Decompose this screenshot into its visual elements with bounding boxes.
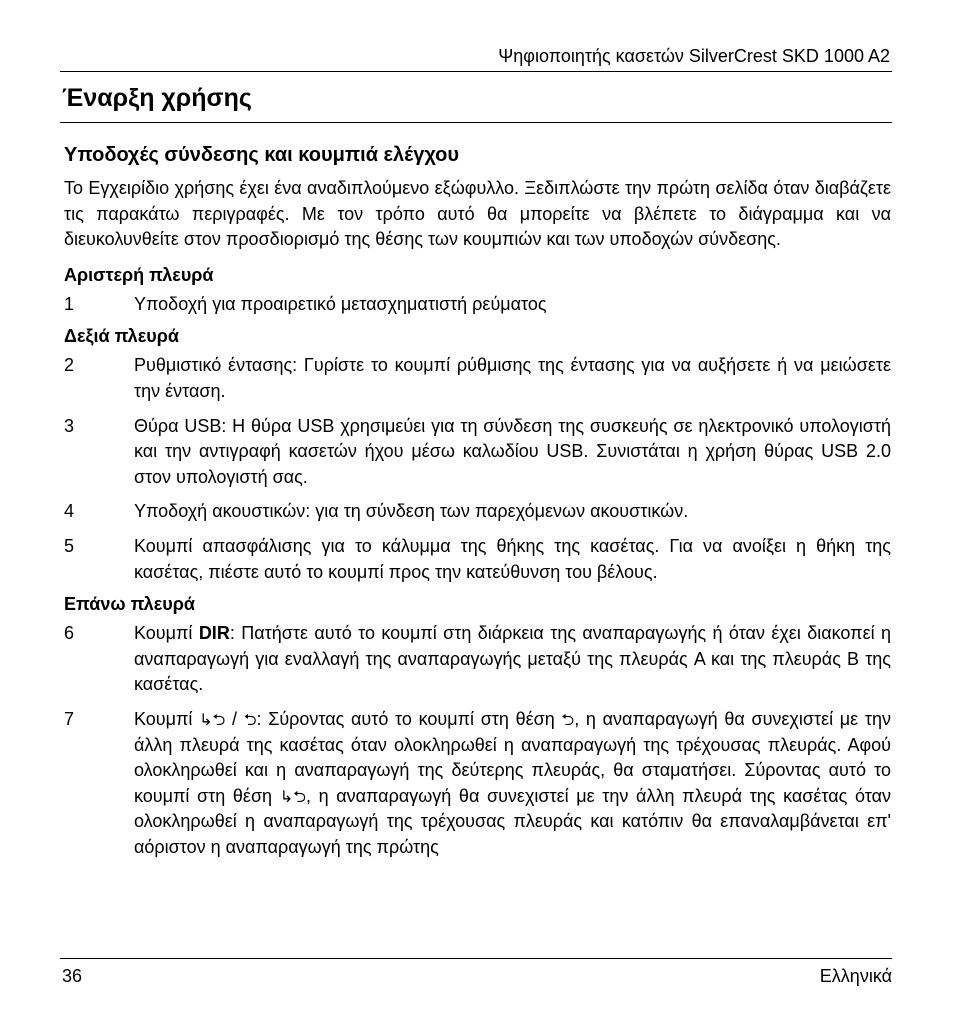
list-item [64, 621, 891, 698]
section-heading: Υποδοχές σύνδεσης και κουμπιά ελέγχου [64, 144, 459, 166]
item-number: 6 [64, 623, 75, 644]
item-text: Θύρα USB: Η θύρα USB χρησιμεύει για τη σύνδεση της συσκευής σε ηλεκτρονικό υπολογιστή και την αντιγραφή κασετών ήχου μέσω καλωδίου USB. Συνιστάται η χρήση θύρας USB 2.0 στον υπολογιστή σας. [134, 415, 891, 487]
header-rule [60, 71, 892, 72]
item-text [134, 707, 891, 861]
title-rule [60, 122, 892, 123]
list-item [64, 499, 891, 525]
item-text-prefix: Κουμπί [134, 623, 199, 644]
page-title: Έναρξη χρήσης [62, 84, 252, 112]
dir-label: DIR [198, 623, 230, 644]
item-text-part: Κουμπί [134, 708, 200, 729]
footer-language: Ελληνικά [819, 966, 892, 986]
item-number: 3 [64, 415, 75, 436]
running-header: Ψηφιοποιητής κασετών SilverCrest SKD 1000 A2 [498, 46, 890, 66]
item-text-part: , η αναπαραγωγή θα συνεχιστεί με την άλλη πλευρά της κασέτας όταν ολοκληρωθεί η αναπαραγωγή της τρέχουσας πλευράς. Αφού ολοκληρωθεί και η αναπαραγωγή της δεύτερης πλευράς, θα σταματήσει. Σύροντας αυτό το κουμπί στη θέση [134, 708, 891, 806]
item-text: Κουμπί απασφάλισης για το κάλυμμα της θήκης της κασέτας. Για να ανοίξει η θήκη της κασέτας, πιέστε αυτό το κουμπί προς την κατεύθυνση του βέλους. [134, 535, 891, 582]
list-item [64, 707, 891, 861]
repeat-loop-icon: ↳⮌ [279, 786, 306, 806]
item-text [134, 621, 891, 698]
item-text: Υποδοχή για προαιρετικό μετασχηματιστή ρεύματος [134, 293, 547, 314]
item-text: Ρυθμιστικό έντασης: Γυρίστε το κουμπί ρύθμισης της έντασης για να αυξήσετε ή να μειώσετε την ένταση. [134, 355, 891, 401]
right-side-heading: Δεξιά πλευρά [64, 326, 179, 347]
item-text: Υποδοχή ακουστικών: για τη σύνδεση των παρεχόμενων ακουστικών. [134, 501, 689, 522]
intro-paragraph: Το Εγχειρίδιο χρήσης έχει ένα αναδιπλούμενο εξώφυλλο. Ξεδιπλώστε την πρώτη σελίδα όταν διαβάζετε τις παρακάτω περιγραφές. Με τον τρόπο αυτό θα μπορείτε να βλέπετε το διάγραμμα και να διευκολυνθείτε στον προσδιορισμό της θέσης των κουμπιών και των υποδοχών σύνδεσης. [64, 178, 891, 250]
item-text-rest: : Πατήστε αυτό το κουμπί στη διάρκεια της αναπαραγωγής ή όταν έχει διακοπεί η αναπαραγωγή για εναλλαγή της αναπαραγωγής μεταξύ της πλευράς A και της πλευράς B της κασέτας. [134, 623, 891, 695]
item-text-part: , η αναπαραγωγή θα συνεχιστεί με την άλλη πλευρά της κασέτας όταν ολοκληρωθεί η αναπαραγωγή της τρέχουσας πλευράς και κατόπιν θα επαναλαμβάνεται επ' αόριστον η αναπαραγωγή της πρώτης [134, 785, 891, 857]
list-item [64, 292, 891, 318]
list-item [64, 534, 891, 585]
item-text-part: : Σύροντας αυτό το κουμπί στη θέση [256, 708, 562, 729]
footer-rule [60, 958, 892, 959]
item-text-part: / [225, 708, 244, 729]
item-number: 4 [64, 501, 75, 522]
item-number: 7 [64, 708, 75, 729]
page-number: 36 [62, 966, 83, 986]
item-number: 2 [64, 355, 75, 376]
top-side-heading: Επάνω πλευρά [64, 594, 195, 615]
return-arrow-icon: ⮌ [561, 709, 575, 729]
return-arrow-icon: ⮌ [243, 709, 257, 729]
repeat-loop-icon: ↳⮌ [199, 709, 226, 729]
left-side-heading: Αριστερή πλευρά [64, 264, 214, 285]
list-item [64, 414, 891, 491]
page-content [64, 142, 891, 869]
list-item [64, 353, 891, 404]
item-number: 5 [64, 535, 75, 556]
item-number: 1 [64, 293, 75, 314]
